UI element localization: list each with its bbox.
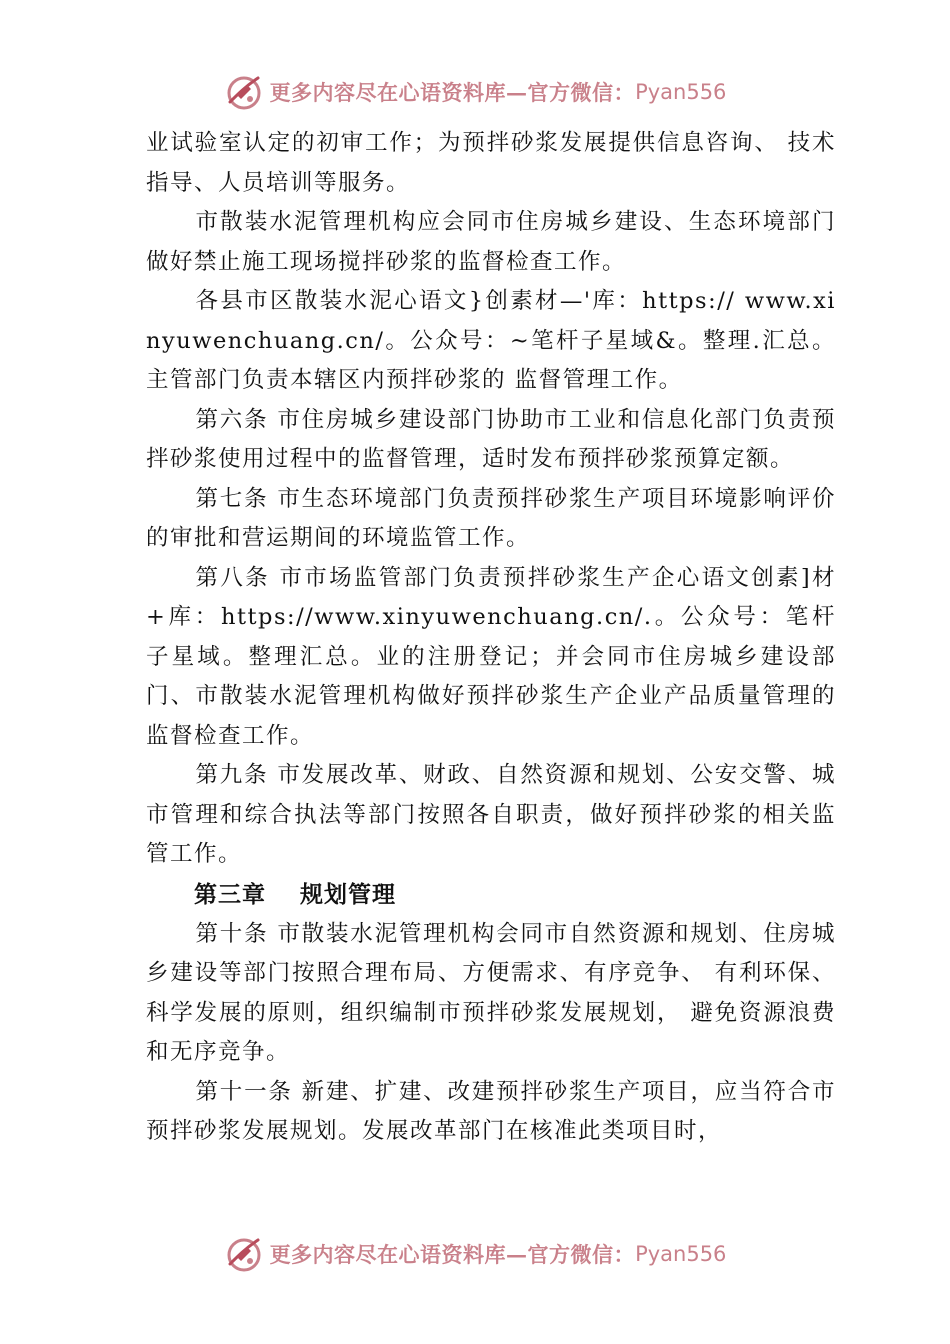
chapter-heading (146, 875, 836, 915)
article-9: 第九条 市发展改革、财政、自然资源和规划、公安交警、城市管理和综合执法等部门按照各自职责，做好预拌砂浆的相关监管工作。 (146, 762, 836, 867)
article-10: 第十条 市散装水泥管理机构会同市自然资源和规划、住房城乡建设等部门按照合理布局、方便需求、有序竞争、 有利环保、科学发展的原则，组织编制市预拌砂浆发展规划， 避免资源浪费和无序竞争。 (146, 920, 836, 1065)
brush-logo-icon (224, 72, 264, 112)
chapter-title: 规划管理 (300, 881, 396, 908)
paragraph: 各县市区散装水泥心语文}创素材—'库：https:// www.xinyuwenchuang.cn/。公众号：~笔杆子星域&。整理.汇总。主管部门负责本辖区内预拌砂浆的 监督管理工作。 (146, 288, 836, 393)
article-11: 第十一条 新建、扩建、改建预拌砂浆生产项目，应当符合市预拌砂浆发展规划。发展改革部门在核准此类项目时， (146, 1078, 836, 1144)
watermark-text: 更多内容尽在心语资料库—官方微信： (269, 80, 636, 105)
footer-watermark (0, 1234, 950, 1274)
article-8: 第八条 市市场监管部门负责预拌砂浆生产企心语文创素]材+库：https://www.xinyuwenchuang.cn/.。公众号：笔杆子星域。整理汇总。业的注册登记；并会同市住房城乡建设部门、市散装水泥管理机构做好预拌砂浆生产企业产品质量管理的监督检查工作。 (146, 564, 836, 749)
brush-logo-icon (224, 1234, 264, 1274)
article-7: 第七条 市生态环境部门负责预拌砂浆生产项目环境影响评价的审批和营运期间的环境监管工作。 (146, 485, 836, 551)
watermark-wechat-id: Pyan556 (635, 80, 727, 104)
watermark-text: 更多内容尽在心语资料库—官方微信： (269, 1242, 636, 1267)
article-6: 第六条 市住房城乡建设部门协助市工业和信息化部门负责预拌砂浆使用过程中的监督管理，适时发布预拌砂浆预算定额。 (146, 406, 836, 472)
watermark-wechat-id: Pyan556 (635, 1242, 727, 1266)
header-watermark (0, 72, 950, 112)
chapter-number: 第三章 (194, 881, 266, 908)
document-body (146, 124, 836, 1152)
paragraph-continued: 业试验室认定的初审工作；为预拌砂浆发展提供信息咨询、 技术指导、人员培训等服务。 (146, 130, 836, 196)
paragraph: 市散装水泥管理机构应会同市住房城乡建设、生态环境部门做好禁止施工现场搅拌砂浆的监督检查工作。 (146, 209, 836, 275)
